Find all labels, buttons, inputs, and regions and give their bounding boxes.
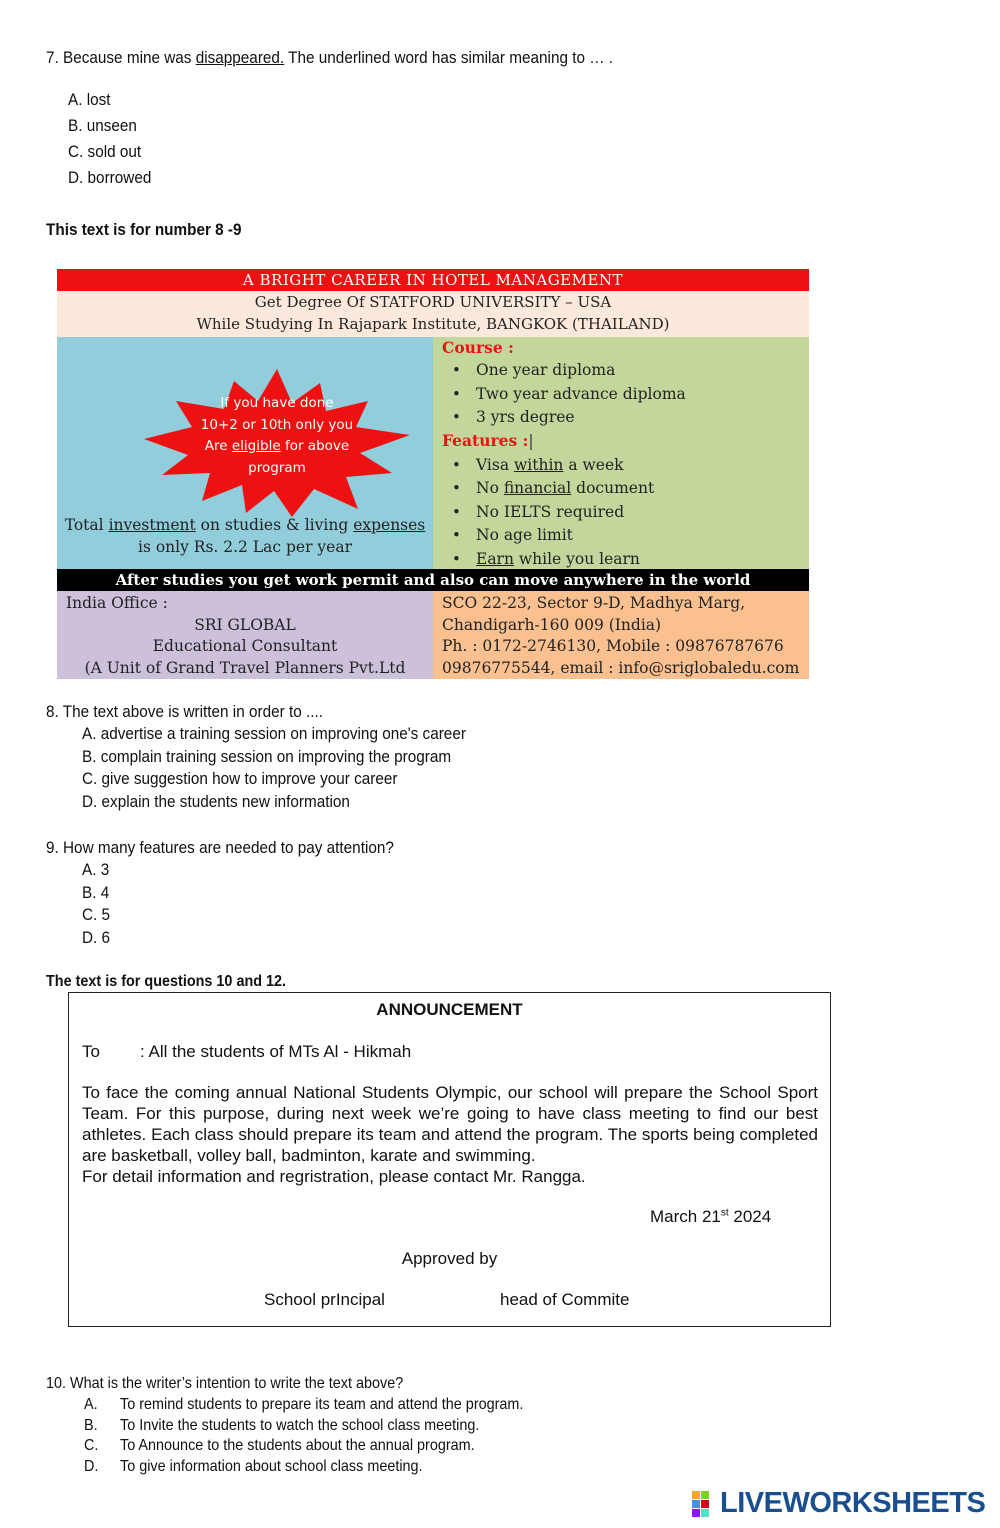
option-letter: A. [84, 1396, 98, 1413]
text: while you learn [518, 549, 640, 568]
address-line: Chandigarh-160 009 (India) [442, 615, 662, 634]
underlined-word: disappeared. [195, 48, 285, 67]
option-a [84, 1396, 523, 1414]
features-list [442, 454, 802, 572]
features-label: Features :| [442, 430, 534, 450]
option-d [84, 1458, 423, 1476]
text: on studies & living [200, 516, 349, 534]
section-heading: The text is for questions 10 and 12. [46, 973, 287, 990]
announcement-title: ANNOUNCEMENT [376, 1000, 523, 1019]
option-text: To Announce to the students about the annual program. [120, 1437, 475, 1454]
option-a: A. 3 [82, 860, 110, 879]
question-number: 7. [46, 48, 59, 67]
question-8: 8. The text above is written in order to .... [46, 702, 323, 721]
list-item [442, 548, 802, 572]
course-list [442, 359, 802, 430]
option-b: B. complain training session on improving the program [82, 747, 452, 766]
underlined-word: eligible [231, 438, 281, 454]
eligibility-line [142, 436, 412, 458]
email-line: 09876775544, email : info@sriglobaledu.com [442, 658, 800, 677]
section-heading: This text is for number 8 -9 [46, 220, 242, 239]
address-line: SCO 22-23, Sector 9-D, Madhya Marg, [442, 594, 746, 612]
ad-subtitle-line: Get Degree Of STATFORD UNIVERSITY – USA [254, 293, 612, 311]
announcement-contact: For detail information and regristration, please contact Mr. Rangga. [82, 1167, 586, 1186]
option-a: A. lost [68, 90, 111, 109]
to-value: : All the students of MTs Al - Hikmah [140, 1042, 412, 1061]
text: st [720, 1207, 729, 1219]
list-item: • No age limit [442, 524, 802, 548]
investment-text [57, 514, 433, 558]
approved-by: Approved by [401, 1249, 498, 1268]
option-text: To give information about school class meeting. [120, 1458, 423, 1475]
eligibility-text [142, 393, 412, 479]
text: Features : [442, 430, 529, 450]
ad-banner: After studies you get work permit and also can move anywhere in the world [57, 569, 809, 591]
announcement-box [68, 992, 831, 1327]
text: No [476, 479, 499, 497]
list-item: • One year diploma [442, 359, 802, 383]
list-item [442, 454, 802, 478]
hotel-management-ad [57, 269, 809, 679]
option-b: B. 4 [82, 883, 110, 902]
text: March 21 [650, 1207, 721, 1226]
underlined-word: Earn [476, 549, 514, 568]
option-c: C. 5 [82, 905, 111, 924]
phone-line: Ph. : 0172-2746130, Mobile : 09876787676 [442, 637, 784, 655]
ad-subtitle-line: While Studying In Rajapark Institute, BANGKOK (THAILAND) [196, 315, 670, 333]
eligibility-line: If you have done [220, 395, 334, 411]
office-label: India Office : [66, 594, 168, 612]
ad-office-panel [57, 591, 433, 679]
text: a week [568, 455, 624, 474]
liveworksheets-icon [692, 1491, 718, 1517]
question-text: The underlined word has similar meaning to … . [288, 48, 614, 67]
option-c: C. sold out [68, 142, 142, 161]
option-d: D. 6 [82, 928, 111, 947]
list-item [442, 477, 802, 501]
text: is only Rs. 2.2 Lac per year [137, 538, 352, 556]
list-item: • No IELTS required [442, 501, 802, 525]
list-item: • 3 yrs degree [442, 406, 802, 430]
option-letter: B. [84, 1417, 98, 1434]
option-b [84, 1417, 479, 1435]
office-desc: Educational Consultant [152, 637, 338, 655]
text: Visa [476, 455, 510, 474]
office-unit: (A Unit of Grand Travel Planners Pvt.Ltd [84, 658, 406, 677]
option-d: D. borrowed [68, 168, 152, 187]
signature-committee: head of Commite [500, 1290, 630, 1309]
eligibility-line: 10+2 or 10th only you [200, 416, 354, 433]
underlined-word: investment [108, 516, 196, 534]
ad-title: A BRIGHT CAREER IN HOTEL MANAGEMENT [57, 269, 809, 291]
option-a: A. advertise a training session on improving one's career [82, 724, 466, 743]
logo-text: LIVEWORKSHEETS [720, 1487, 986, 1519]
question-text: Because mine was [63, 48, 192, 67]
question-7 [46, 48, 613, 68]
announcement-date [650, 1207, 771, 1227]
option-d: D. explain the students new information [82, 792, 350, 811]
announcement-body: To face the coming annual National Students Olympic, our school will prepare the School Sport Team. For this purpose, during next week we’re going to have class meeting to find our best athletes. Each class should prepare its team and attend the program. The sports being completed are basketball, volley ball, badminton, karate and swimming. [82, 1083, 818, 1165]
ad-course-panel [433, 337, 809, 569]
text: for above [284, 438, 350, 454]
option-c [84, 1437, 475, 1455]
text: Total [64, 516, 104, 534]
option-letter: D. [84, 1458, 99, 1475]
option-c: C. give suggestion how to improve your career [82, 769, 398, 788]
announcement-to [82, 1042, 411, 1062]
office-name: SRI GLOBAL [194, 615, 296, 634]
text: 2024 [728, 1207, 772, 1226]
question-10: 10. What is the writer’s intention to write the text above? [46, 1375, 404, 1392]
underlined-word: expenses [353, 516, 426, 534]
text: document [576, 479, 655, 497]
text: Are [204, 438, 228, 454]
ad-eligibility-panel [57, 337, 433, 569]
course-label: Course : [442, 338, 514, 357]
signature-principal: School prIncipal [264, 1290, 385, 1309]
option-text: To Invite the students to watch the school class meeting. [120, 1417, 480, 1434]
to-label: To [82, 1042, 100, 1061]
option-text: To remind students to prepare its team and attend the program. [120, 1396, 524, 1413]
underlined-word: within [514, 455, 564, 474]
option-b: B. unseen [68, 116, 137, 135]
question-9: 9. How many features are needed to pay attention? [46, 838, 394, 857]
liveworksheets-logo [692, 1487, 985, 1520]
ad-address-panel [433, 591, 809, 679]
list-item: • Two year advance diploma [442, 383, 802, 407]
option-letter: C. [84, 1437, 99, 1454]
ad-subtitle [57, 291, 809, 337]
underlined-word: financial [503, 479, 572, 497]
eligibility-line: program [248, 459, 306, 476]
